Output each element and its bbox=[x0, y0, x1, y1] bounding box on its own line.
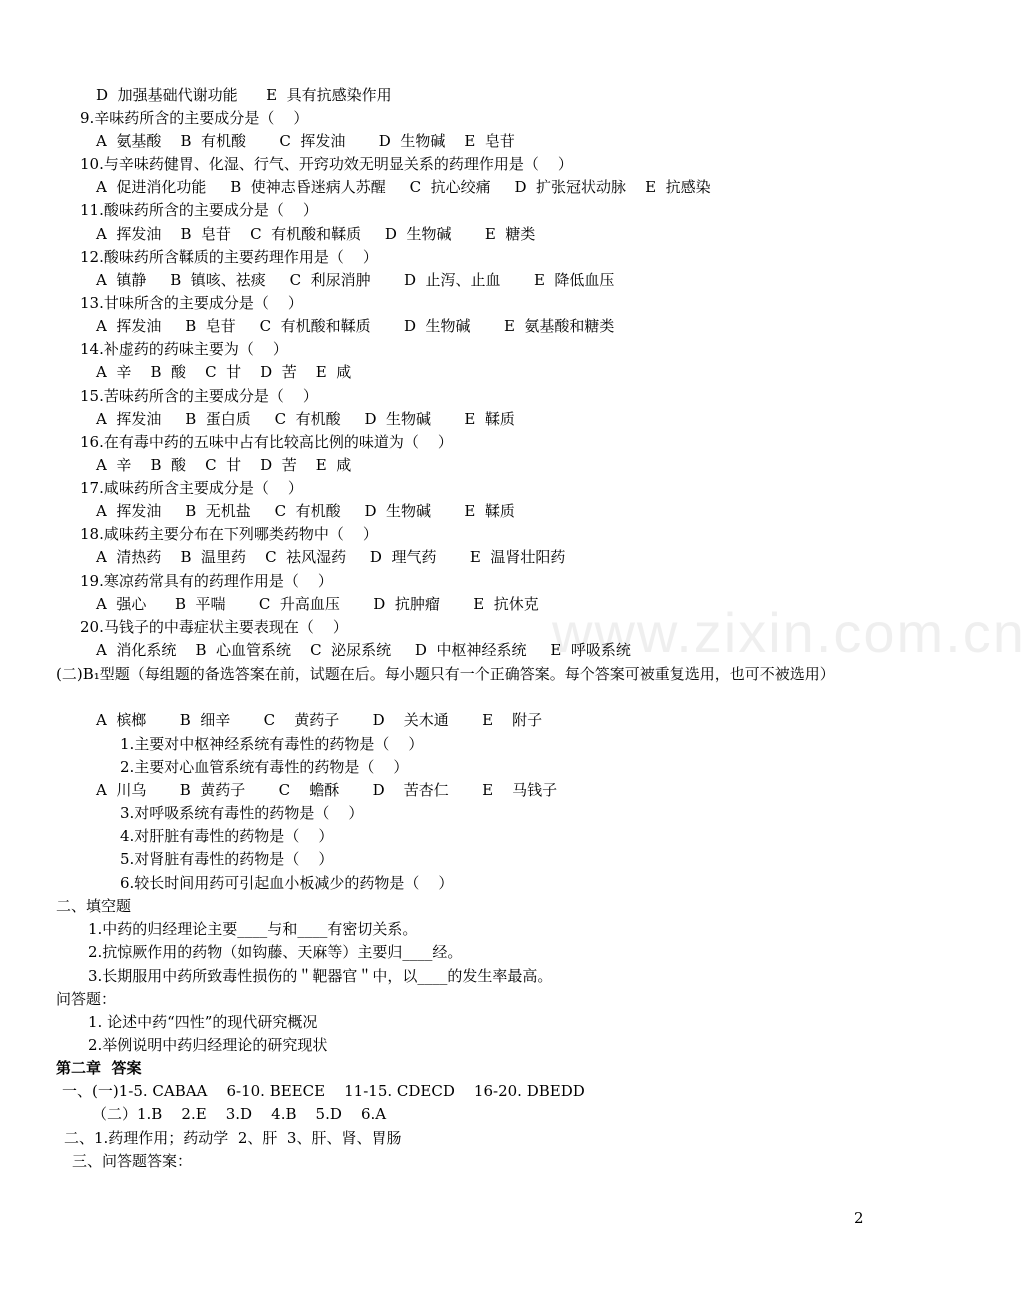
answers-section-1: 一、(一)1-5. CABAA 6-10. BEECE 11-15. CDECD 16-20. DBEDD bbox=[62, 1082, 585, 1100]
fill-blank-3: 3.长期服用中药所致毒性损伤的＂靶器官＂中，以____的发生率最高。 bbox=[88, 967, 553, 985]
watermark: www.zixin.com.cn bbox=[552, 601, 1026, 664]
fill-blank-1: 1.中药的归经理论主要____与和____有密切关系。 bbox=[88, 920, 418, 938]
options-19: A 强心 B 平喘 C 升高血压 D 抗肿瘤 E 抗休克 bbox=[96, 595, 539, 613]
options-18: A 清热药 B 温里药 C 祛风湿药 D 理气药 E 温肾壮阳药 bbox=[96, 548, 566, 566]
options-15: A 挥发油 B 蛋白质 C 有机酸 D 生物碱 E 鞣质 bbox=[96, 410, 515, 428]
options-11: A 挥发油 B 皂苷 C 有机酸和鞣质 D 生物碱 E 糖类 bbox=[96, 225, 536, 243]
options-16: A 辛 B 酸 C 甘 D 苦 E 咸 bbox=[96, 456, 352, 474]
question-20: 20.马钱子的中毒症状主要表现在（ ） bbox=[80, 618, 348, 636]
question-17: 17.咸味药所含主要成分是（ ） bbox=[80, 479, 303, 497]
section-qa-heading: 问答题： bbox=[56, 990, 117, 1008]
options-10: A 促进消化功能 B 使神志昏迷病人苏醒 C 抗心绞痛 D 扩张冠状动脉 E 抗感染 bbox=[96, 178, 711, 196]
page-number: 2 bbox=[854, 1209, 864, 1227]
section-b1-instructions: (二)B₁型题（每组题的备选答案在前，试题在后。每小题只有一个正确答案。每个答案可被重复选用，也可不被选用） bbox=[56, 665, 835, 683]
answers-heading: 第二章 答案 bbox=[56, 1059, 142, 1077]
question-19: 19.寒凉药常具有的药理作用是（ ） bbox=[80, 572, 333, 590]
b1-question-5: 5.对肾脏有毒性的药物是（ ） bbox=[120, 850, 334, 868]
question-18: 18.咸味药主要分布在下列哪类药物中（ ） bbox=[80, 525, 378, 543]
options-group-1: A 槟榔 B 细辛 C 黄药子 D 关木通 E 附子 bbox=[96, 711, 543, 729]
answers-section-3: 三、问答题答案： bbox=[72, 1152, 193, 1170]
options-14: A 辛 B 酸 C 甘 D 苦 E 咸 bbox=[96, 363, 352, 381]
b1-question-1: 1.主要对中枢神经系统有毒性的药物是（ ） bbox=[120, 735, 424, 753]
question-10: 10.与辛味药健胃、化湿、行气、开窍功效无明显关系的药理作用是（ ） bbox=[80, 155, 573, 173]
answers-section-1b: （二）1.B 2.E 3.D 4.B 5.D 6.A bbox=[92, 1105, 387, 1123]
question-11: 11.酸味药所含的主要成分是（ ） bbox=[80, 201, 318, 219]
options-9: A 氨基酸 B 有机酸 C 挥发油 D 生物碱 E 皂苷 bbox=[96, 132, 515, 150]
b1-question-6: 6.较长时间用药可引起血小板减少的药物是（ ） bbox=[120, 874, 454, 892]
question-12: 12.酸味药所含鞣质的主要药理作用是（ ） bbox=[80, 248, 378, 266]
question-13: 13.甘味所含的主要成分是（ ） bbox=[80, 294, 303, 312]
options-13: A 挥发油 B 皂苷 C 有机酸和鞣质 D 生物碱 E 氨基酸和糖类 bbox=[96, 317, 615, 335]
fill-blank-2: 2.抗惊厥作用的药物（如钩藤、天麻等）主要归____经。 bbox=[88, 943, 463, 961]
question-15: 15.苦味药所含的主要成分是（ ） bbox=[80, 387, 318, 405]
answers-section-2: 二、1.药理作用；药动学 2、肝 3、肝、肾、胃肠 bbox=[64, 1129, 402, 1147]
options-12: A 镇静 B 镇咳、祛痰 C 利尿消肿 D 止泻、止血 E 降低血压 bbox=[96, 271, 615, 289]
question-14: 14.补虚药的药味主要为（ ） bbox=[80, 340, 288, 358]
b1-question-3: 3.对呼吸系统有毒性的药物是（ ） bbox=[120, 804, 364, 822]
text-line: D 加强基础代谢功能 E 具有抗感染作用 bbox=[96, 86, 392, 104]
question-16: 16.在有毒中药的五味中占有比较高比例的味道为（ ） bbox=[80, 433, 453, 451]
options-20: A 消化系统 B 心血管系统 C 泌尿系统 D 中枢神经系统 E 呼吸系统 bbox=[96, 641, 631, 659]
qa-question-2: 2.举例说明中药归经理论的研究现状 bbox=[88, 1036, 328, 1054]
options-17: A 挥发油 B 无机盐 C 有机酸 D 生物碱 E 鞣质 bbox=[96, 502, 515, 520]
b1-question-2: 2.主要对心血管系统有毒性的药物是（ ） bbox=[120, 758, 409, 776]
section-fill-blank-heading: 二、填空题 bbox=[56, 897, 132, 915]
question-9: 9.辛味药所含的主要成分是（ ） bbox=[80, 109, 309, 127]
b1-question-4: 4.对肝脏有毒性的药物是（ ） bbox=[120, 827, 334, 845]
qa-question-1: 1. 论述中药“四性”的现代研究概况 bbox=[88, 1013, 318, 1031]
options-group-2: A 川乌 B 黄药子 C 蟾酥 D 苦杏仁 E 马钱子 bbox=[96, 781, 558, 799]
